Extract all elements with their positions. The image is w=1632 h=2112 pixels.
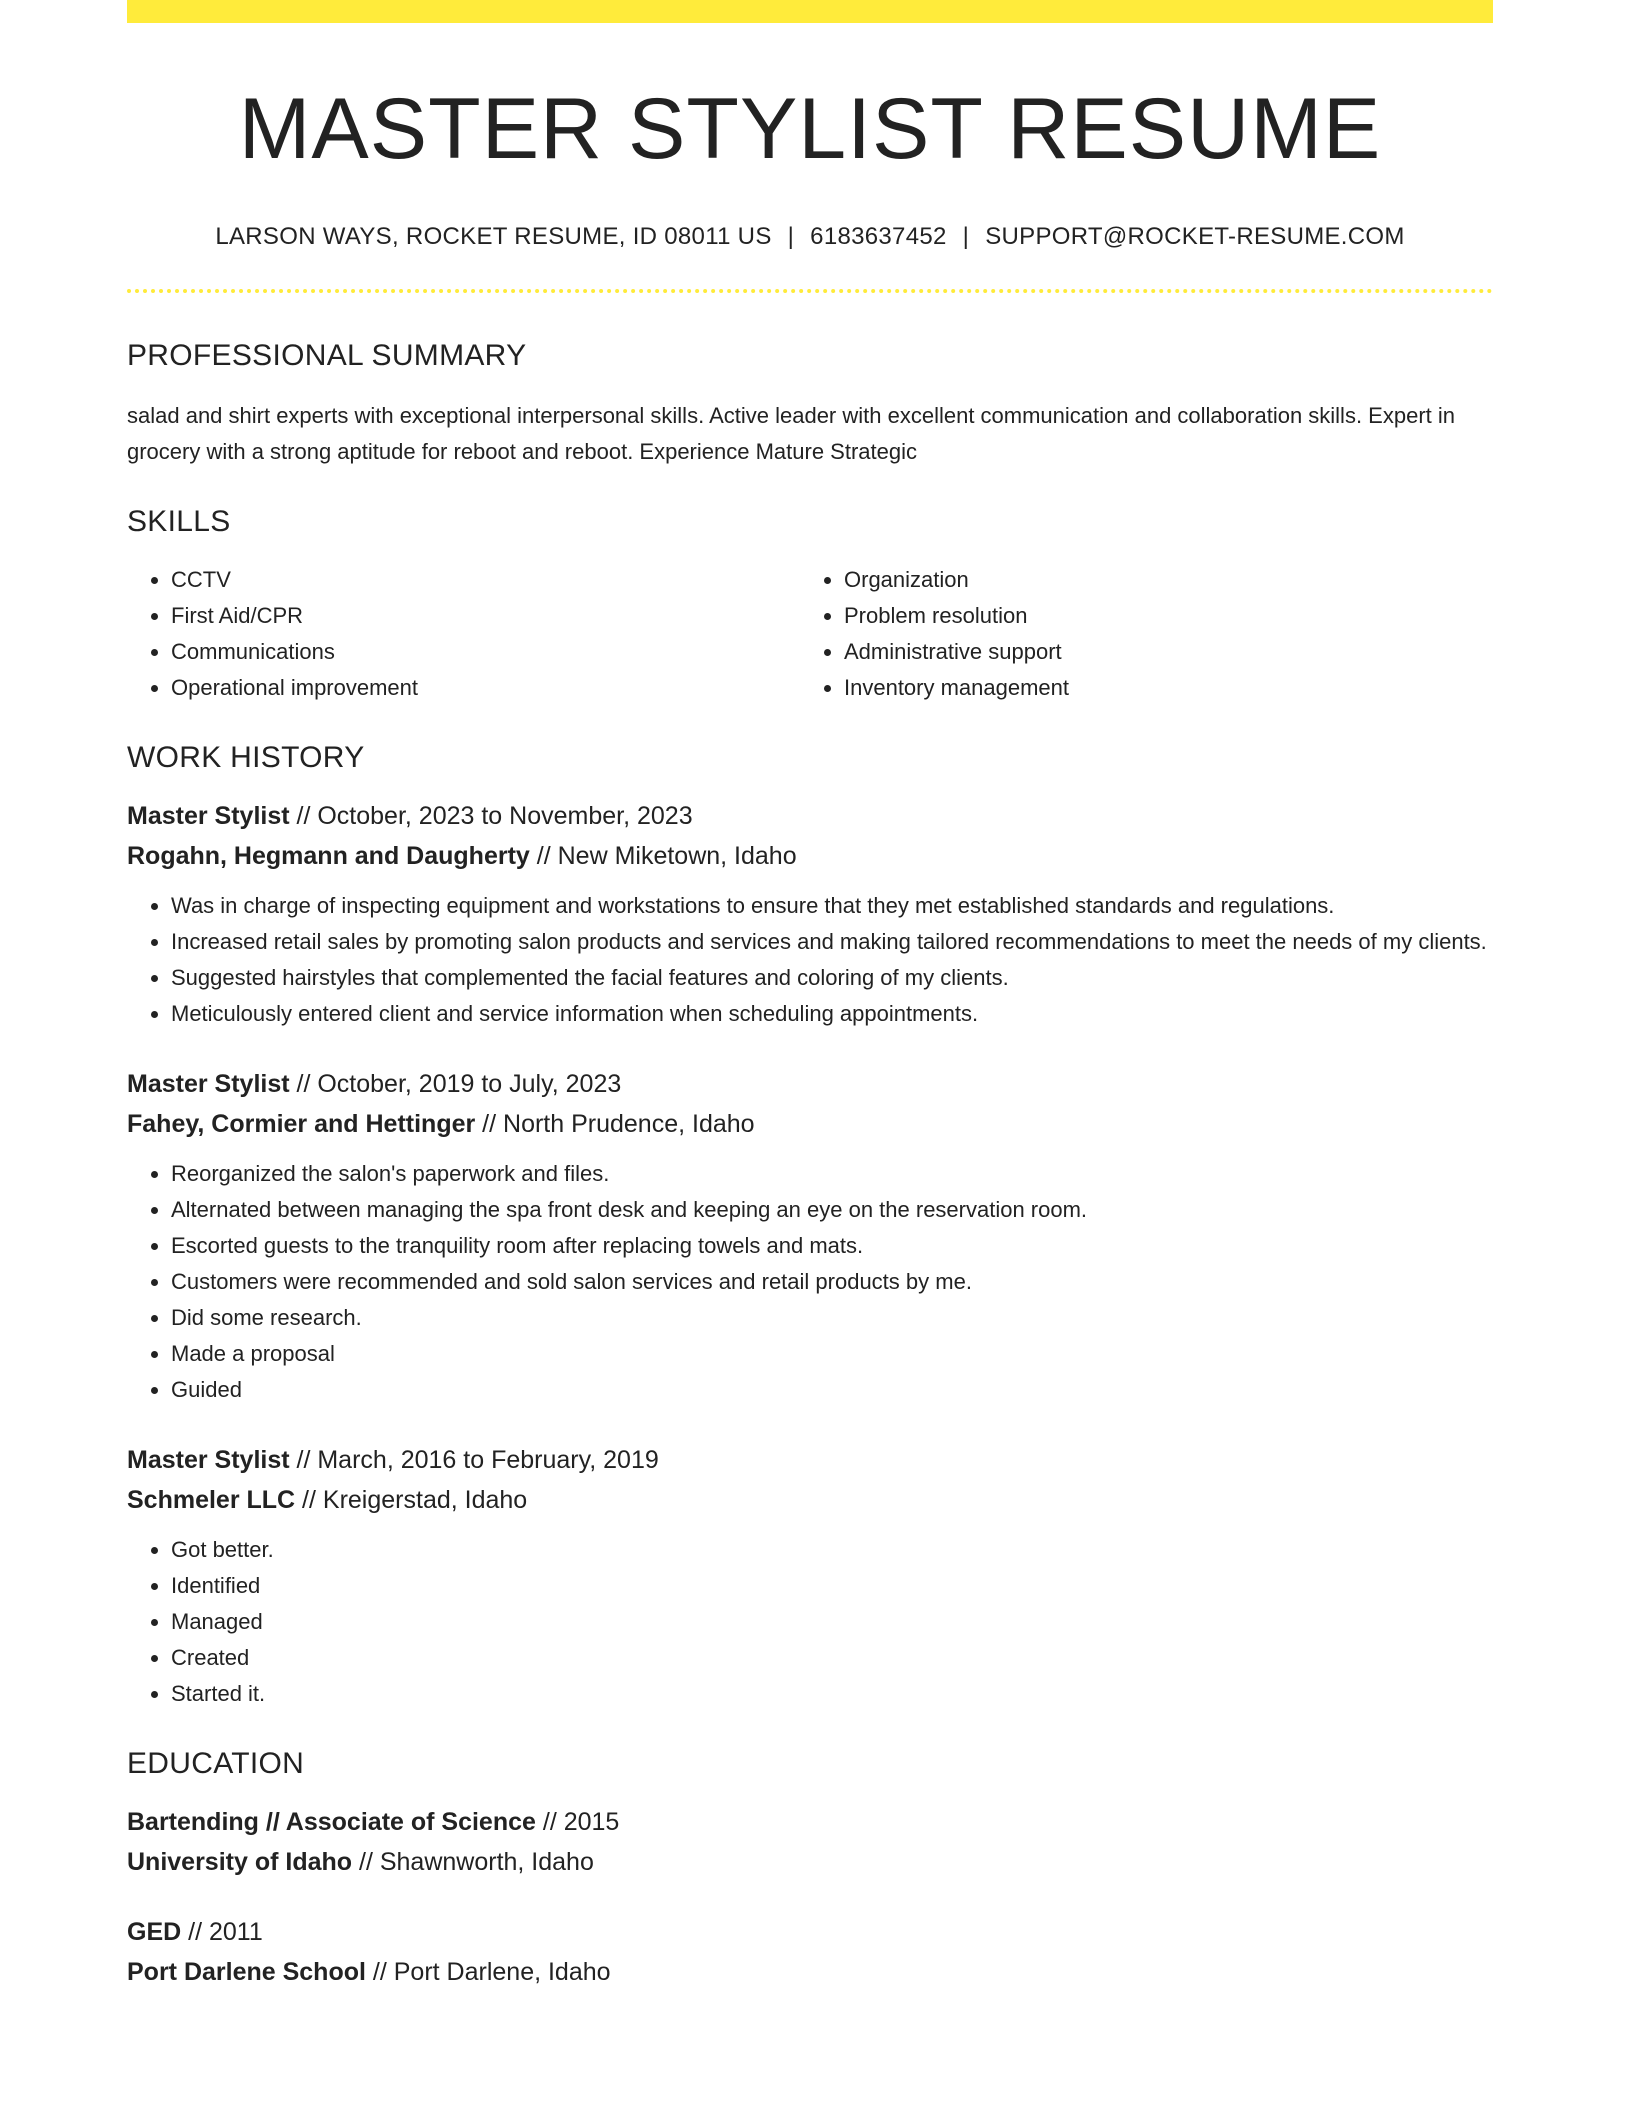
- job-bullet: • Suggested hairstyles that complemented the facial features and coloring of my clients.: [171, 960, 1493, 996]
- job-entry: [127, 1440, 1493, 1712]
- education-degree-line: [127, 1912, 1493, 1952]
- education-separator: //: [535, 1808, 564, 1837]
- job-title: Master Stylist: [127, 802, 290, 831]
- job-bullets: [127, 1532, 1493, 1712]
- job-separator: //: [475, 1110, 504, 1139]
- education-separator: //: [181, 1918, 209, 1947]
- job-bullet: • Customers were recommended and sold salon services and retail products by me.: [171, 1264, 1493, 1300]
- education-degree-line: [127, 1802, 1493, 1842]
- job-bullet: • Guided: [171, 1372, 1493, 1408]
- job-bullet: • Managed: [171, 1604, 1493, 1640]
- job-title: Master Stylist: [127, 1446, 290, 1475]
- skill-item: • Operational improvement: [171, 670, 800, 706]
- job-entry: [127, 1064, 1493, 1408]
- job-separator: //: [295, 1486, 323, 1515]
- education-separator: //: [352, 1848, 380, 1877]
- education-degree: Bartending // Associate of Science: [127, 1808, 536, 1837]
- job-company: Fahey, Cormier and Hettinger: [127, 1110, 476, 1139]
- skill-item: • CCTV: [171, 562, 800, 598]
- education-year: 2011: [208, 1918, 263, 1947]
- education-school-line: [127, 1952, 1493, 1992]
- education-location: Shawnworth, Idaho: [379, 1848, 594, 1877]
- education-location: Port Darlene, Idaho: [393, 1958, 611, 1987]
- job-title: Master Stylist: [127, 1070, 290, 1099]
- job-company-line: [127, 1104, 1493, 1144]
- job-bullet: • Started it.: [171, 1676, 1493, 1712]
- job-bullet: • Escorted guests to the tranquility room after replacing towels and mats.: [171, 1228, 1493, 1264]
- contact-address: LARSON WAYS, ROCKET RESUME, ID 08011 US: [215, 222, 772, 250]
- skill-item: • Communications: [171, 634, 800, 670]
- job-separator: //: [529, 842, 558, 871]
- job-bullet: • Created: [171, 1640, 1493, 1676]
- job-title-line: [127, 796, 1493, 836]
- job-separator: //: [289, 1446, 318, 1475]
- job-location: North Prudence, Idaho: [503, 1110, 755, 1139]
- resume-page: [127, 0, 1493, 1992]
- job-title-line: [127, 1064, 1493, 1104]
- job-company: Rogahn, Hegmann and Daugherty: [127, 842, 530, 871]
- job-company: Schmeler LLC: [127, 1486, 296, 1515]
- job-separator: //: [289, 1070, 318, 1099]
- job-bullet: • Was in charge of inspecting equipment and workstations to ensure that they met established standards and regulations.: [171, 888, 1493, 924]
- job-bullet: • Identified: [171, 1568, 1493, 1604]
- education-separator: //: [365, 1958, 394, 1987]
- job-separator: //: [289, 802, 318, 831]
- contact-phone: 6183637452: [810, 222, 947, 250]
- education-heading: EDUCATION: [127, 1747, 305, 1781]
- job-bullet: • Reorganized the salon's paperwork and files.: [171, 1156, 1493, 1192]
- summary-text: salad and shirt experts with exceptional interpersonal skills. Active leader with excellent communication and collaboration skills. Expert in grocery with a strong aptitude for reboot and reboot. Experience Mature Strategic: [127, 403, 1455, 465]
- education-degree: GED: [127, 1918, 182, 1947]
- contact-email: SUPPORT@ROCKET-RESUME.COM: [985, 222, 1405, 250]
- job-bullet: • Got better.: [171, 1532, 1493, 1568]
- education-year: 2015: [563, 1808, 620, 1837]
- education-entry: [127, 1802, 1493, 1882]
- education-entry: [127, 1912, 1493, 1992]
- resume-title: MASTER STYLIST RESUME: [238, 81, 1382, 177]
- skill-item: • Organization: [844, 562, 1473, 598]
- skill-item: • Inventory management: [844, 670, 1473, 706]
- job-entry: [127, 796, 1493, 1032]
- job-dates: March, 2016 to February, 2019: [317, 1446, 659, 1475]
- skill-item: • Administrative support: [844, 634, 1473, 670]
- job-dates: October, 2019 to July, 2023: [317, 1070, 622, 1099]
- job-bullet: • Meticulously entered client and service information when scheduling appointments.: [171, 996, 1493, 1032]
- contact-line: [127, 223, 1493, 252]
- education-school: University of Idaho: [127, 1848, 353, 1877]
- skills-right-list: [800, 562, 1473, 706]
- job-bullet: • Increased retail sales by promoting salon products and services and making tailored recommendations to meet the needs of my clients.: [171, 924, 1493, 960]
- job-bullet: • Did some research.: [171, 1300, 1493, 1336]
- skill-item: • First Aid/CPR: [171, 598, 800, 634]
- skill-item: • Problem resolution: [844, 598, 1473, 634]
- top-accent-bar: [127, 0, 1493, 23]
- skills-grid: [127, 562, 1493, 706]
- job-company-line: [127, 1480, 1493, 1520]
- job-location: Kreigerstad, Idaho: [322, 1486, 528, 1515]
- contact-separator: |: [787, 222, 795, 250]
- job-bullets: [127, 1156, 1493, 1408]
- skills-heading: SKILLS: [127, 505, 231, 539]
- work-history-heading: WORK HISTORY: [127, 741, 365, 775]
- job-bullets: [127, 888, 1493, 1032]
- summary-heading: PROFESSIONAL SUMMARY: [127, 339, 527, 373]
- job-location: New Miketown, Idaho: [557, 842, 797, 871]
- skills-left-list: [127, 562, 800, 706]
- job-company-line: [127, 836, 1493, 876]
- job-dates: October, 2023 to November, 2023: [317, 802, 693, 831]
- job-bullet: • Made a proposal: [171, 1336, 1493, 1372]
- education-school-line: [127, 1842, 1493, 1882]
- job-bullet: • Alternated between managing the spa front desk and keeping an eye on the reservation room.: [171, 1192, 1493, 1228]
- dotted-divider: [127, 289, 1493, 293]
- contact-separator: |: [962, 222, 970, 250]
- education-school: Port Darlene School: [127, 1958, 366, 1987]
- job-title-line: [127, 1440, 1493, 1480]
